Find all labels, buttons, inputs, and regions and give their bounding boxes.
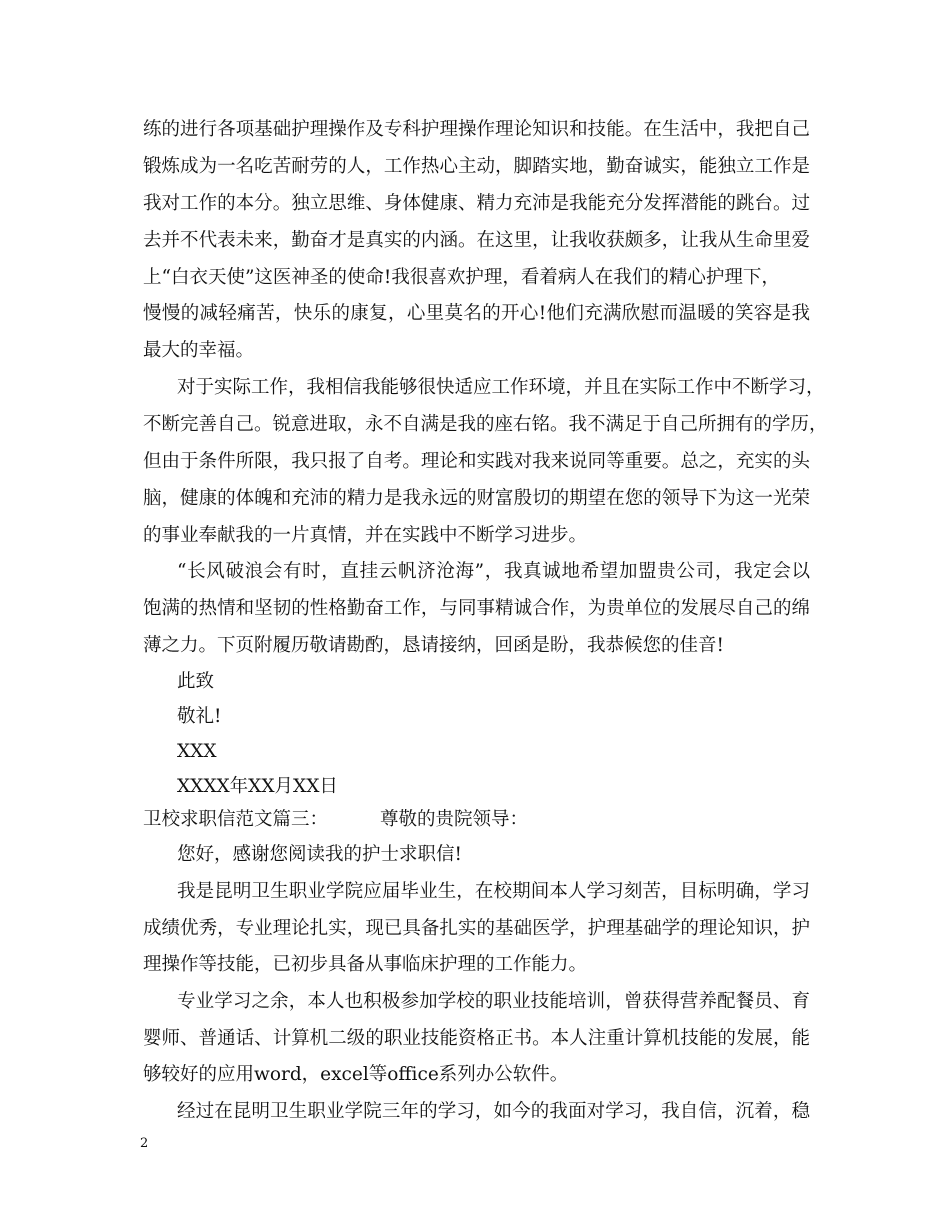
date-line: XXXX年XX月XX日 — [177, 776, 338, 797]
text-line: 理操作等技能，已初步具备从事临床护理的工作能力。 — [143, 954, 588, 975]
paragraph-first-line: 对于实际工作，我相信我能够很快适应工作环境，并且在实际工作中不断学习， — [177, 377, 825, 398]
page-number: 2 — [140, 1136, 149, 1151]
text-line: 成绩优秀，专业理论扎实，现已具备扎实的基础医学，护理基础学的理论知识，护 — [143, 918, 810, 939]
text-line: 但由于条件所限，我只报了自考。理论和实践对我来说同等重要。总之，充实的头 — [143, 451, 810, 472]
paragraph-first-line: 我是昆明卫生职业学院应届毕业生，在校期间本人学习刻苦，目标明确，学习 — [177, 881, 810, 902]
text-line: 去并不代表未来，勤奋才是真实的内涵。在这里，让我收获颇多，让我从生命里爱 — [143, 230, 810, 251]
text-line: 我对工作的本分。独立思维、身体健康、精力充沛是我能充分发挥潜能的跳台。过 — [143, 193, 810, 214]
signature-line: XXX — [177, 741, 217, 762]
text-line: 脑，健康的体魄和充沛的精力是我永远的财富殷切的期望在您的领导下为这一光荣 — [143, 488, 810, 509]
letter-greeting: 尊敬的贵院领导： — [380, 809, 529, 830]
paragraph-first-line: 专业学习之余，本人也积极参加学校的职业技能培训，曾获得营养配餐员、育 — [177, 991, 810, 1012]
text-line: 最大的幸福。 — [143, 340, 255, 361]
paragraph-first-line: “长风破浪会有时，直挂云帆济沧海”，我真诚地希望加盟贵公司，我定会以 — [177, 561, 810, 582]
text-line: 锻炼成为一名吃苦耐劳的人，工作热心主动，脚踏实地，勤奋诚实，能独立工作是 — [143, 156, 810, 177]
section-heading: 卫校求职信范文篇三： — [143, 809, 329, 830]
text-line: 练的进行各项基础护理操作及专科护理操作理论知识和技能。在生活中，我把自己 — [143, 119, 810, 140]
salutation-line: 敬礼! — [177, 706, 222, 727]
text-line: 的事业奉献我的一片真情，并在实践中不断学习进步。 — [143, 525, 588, 546]
text-line: 薄之力。下页附履历敬请勘酌，恳请接纳，回函是盼，我恭候您的佳音! — [143, 635, 724, 656]
closing-line: 此致 — [177, 671, 215, 692]
paragraph-first-line: 经过在昆明卫生职业学院三年的学习，如今的我面对学习，我自信，沉着，稳 — [177, 1101, 810, 1122]
paragraph-first-line: 您好，感谢您阅读我的护士求职信! — [177, 844, 462, 865]
text-line: 饱满的热情和坚韧的性格勤奋工作，与同事精诚合作，为贵单位的发展尽自己的绵 — [143, 598, 810, 619]
section-heading-line — [143, 808, 528, 832]
text-line: 不断完善自己。锐意进取，永不自满是我的座右铭。我不满足于自己所拥有的学历， — [143, 414, 828, 435]
text-line: 够较好的应用word，excel等office系列办公软件。 — [143, 1064, 569, 1085]
text-line: 慢慢的减轻痛苦，快乐的康复，心里莫名的开心!他们充满欣慰而温暖的笑容是我 — [143, 303, 810, 324]
text-line: 上“白衣天使”这医神圣的使命!我很喜欢护理，看着病人在我们的精心护理下， — [143, 267, 780, 288]
text-line: 婴师、普通话、计算机二级的职业技能资格正书。本人注重计算机技能的发展，能 — [143, 1028, 810, 1049]
